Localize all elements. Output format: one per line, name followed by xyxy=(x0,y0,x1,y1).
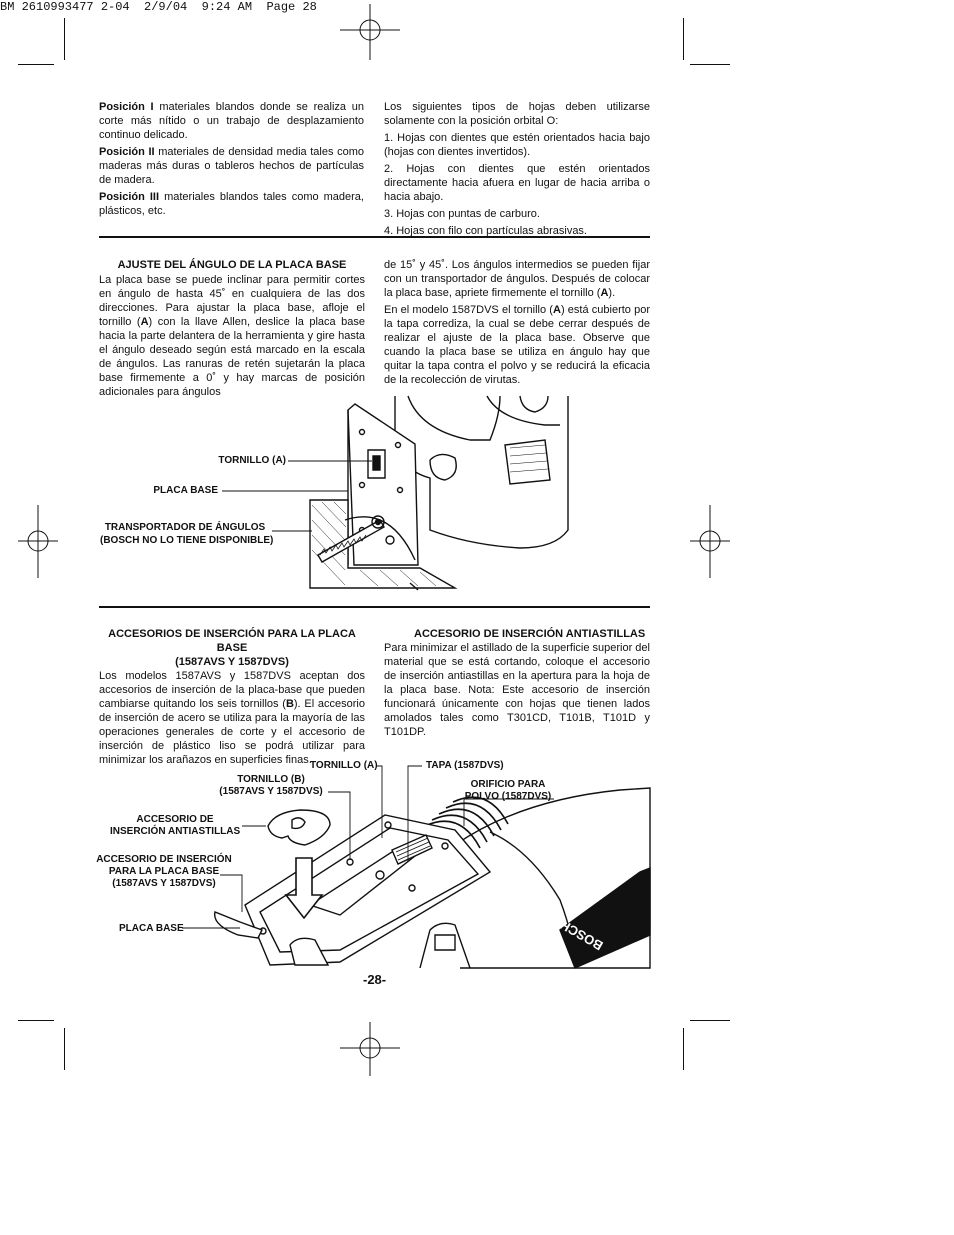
label-placa-base: PLACA BASE xyxy=(153,485,218,496)
label-bosch-no-disponible: (BOSCH NO LO TIENE DISPONIBLE) xyxy=(100,535,274,546)
anti-splinter-paragraph: Para minimizar el astillado de la superficie superior del material que se está cortando, coloque el accesorio de inserción antiastillas en la apertura para la hoja de la placa base. Nota: Este accesorio de inserción funcionará únicamente con hojas que tienen lados amolados tales como T301CD, T101B, T101D y T101DP. xyxy=(384,642,650,738)
label-tornillo-b: TORNILLO (B) (1587AVS Y 1587DVS) xyxy=(219,774,323,797)
base-angle-left-column xyxy=(99,258,365,402)
section-heading-inserts: ACCESORIOS DE INSERCIÓN PARA LA PLACA BASE xyxy=(108,628,356,654)
anti-splinter-right-column xyxy=(384,627,650,742)
orbital-item-1: 1. Hojas con dientes que estén orientados hacia bajo (hojas con dientes invertidos). xyxy=(384,132,650,158)
label-accesorio-antiastillas: ACCESORIO DE INSERCIÓN ANTIASTILLAS xyxy=(110,814,241,837)
label-tapa: TAPA (1587DVS) xyxy=(426,760,504,771)
label-transportador: TRANSPORTADOR DE ÁNGULOS xyxy=(104,522,266,533)
registration-mark-left xyxy=(18,505,58,578)
figure2-illustration xyxy=(215,788,650,968)
base-angle-1587dvs-note: En el modelo 1587DVS el tornillo (A) está cubierto por la tapa corrediza, la cual se debe cerrar después de realizar el ajuste de la placa base. Observe que cuando la placa base se utiliza en ángulo hay que quitar la tapa contra el polvo y se reducirá la eficacia de la recolección de virutas. xyxy=(384,304,651,386)
base-angle-right-column xyxy=(384,258,650,390)
registration-mark-top xyxy=(340,4,400,60)
section-heading-inserts-models: (1587AVS Y 1587DVS) xyxy=(175,656,289,668)
label-accesorio-insercion: ACCESORIO DE INSERCIÓN PARA LA PLACA BASE (1587AVS Y 1587DVS) xyxy=(96,854,232,889)
page-number: -28- xyxy=(363,972,387,987)
base-angle-paragraph-cont: de 15˚ y 45˚. Los ángulos intermedios se pueden fijar con un transportador de ángulos. Después de colocar la placa base, apriete firmemente el tornillo (A). xyxy=(384,259,650,299)
section-heading-base-angle: AJUSTE DEL ÁNGULO DE LA PLACA BASE xyxy=(117,259,347,271)
orbital-item-2: 2. Hojas con dientes que estén orientados directamente hacia afuera en lugar de hacia arriba o hacia abajo. xyxy=(384,163,650,203)
section-divider-1 xyxy=(99,236,650,238)
insert-accessories-left-column xyxy=(99,627,365,770)
brand-logo: BOSCH xyxy=(557,916,606,954)
figure1-leaders xyxy=(222,461,372,531)
label-tornillo-a-2: TORNILLO (A) xyxy=(310,760,378,771)
label-orificio-polvo: ORIFICIO PARA POLVO (1587DVS) xyxy=(464,779,552,802)
position-1: Posición I materiales blandos donde se realiza un corte más nítido o un trabajo de desplazamiento continuo delicado. xyxy=(99,101,364,141)
section-divider-2 xyxy=(99,606,650,608)
label-tornillo-a: TORNILLO (A) xyxy=(218,455,286,466)
orbital-item-3: 3. Hojas con puntas de carburo. xyxy=(384,208,540,220)
position-list xyxy=(99,100,364,221)
section-heading-anti-splinter: ACCESORIO DE INSERCIÓN ANTIASTILLAS xyxy=(414,628,646,640)
label-placa-base-2: PLACA BASE xyxy=(119,923,184,934)
base-angle-paragraph: La placa base se puede inclinar para permitir cortes en ángulo de hasta 45˚ en cualquiera de las dos direcciones. Para ajustar la placa base, afloje el tornillo (A) con la llave Allen, deslice la placa base hacia la parte delantera de la herramienta y gire hasta el ángulo deseado según está marcado en la escala de ángulos. Las ranuras de retén sujetarán la placa base firmemente a 0˚ y hay marcas de posición adicionales para ángulos xyxy=(99,274,365,398)
print-slug-header: BM 2610993477 2-04 2/9/04 9:24 AM Page 28 xyxy=(0,0,317,14)
registration-mark-right xyxy=(690,505,730,578)
orbital-intro: Los siguientes tipos de hojas deben utilizarse solamente con la posición orbital O: xyxy=(384,101,650,127)
orbital-blade-list xyxy=(384,100,650,241)
orbital-item-4: 4. Hojas con filo con partículas abrasivas. xyxy=(384,225,587,237)
figure1-illustration xyxy=(310,396,568,590)
inserts-paragraph: Los modelos 1587AVS y 1587DVS aceptan dos accesorios de inserción de la placa-base que pueden cambiarse quitando los seis tornillos (B). El accesorio de inserción de acero se utiliza para la mayoría de las operaciones generales de corte y el accesorio de inserción de plástico liso se podrá utilizar para minimizar los arañazos en superficies finas. xyxy=(99,670,365,766)
position-2: Posición II materiales de densidad media tales como maderas más duras o tableros hechos de partículas de madera. xyxy=(99,146,364,186)
registration-mark-bottom xyxy=(340,1022,400,1076)
position-3: Posición III materiales blandos tales como madera, plásticos, etc. xyxy=(99,191,364,217)
